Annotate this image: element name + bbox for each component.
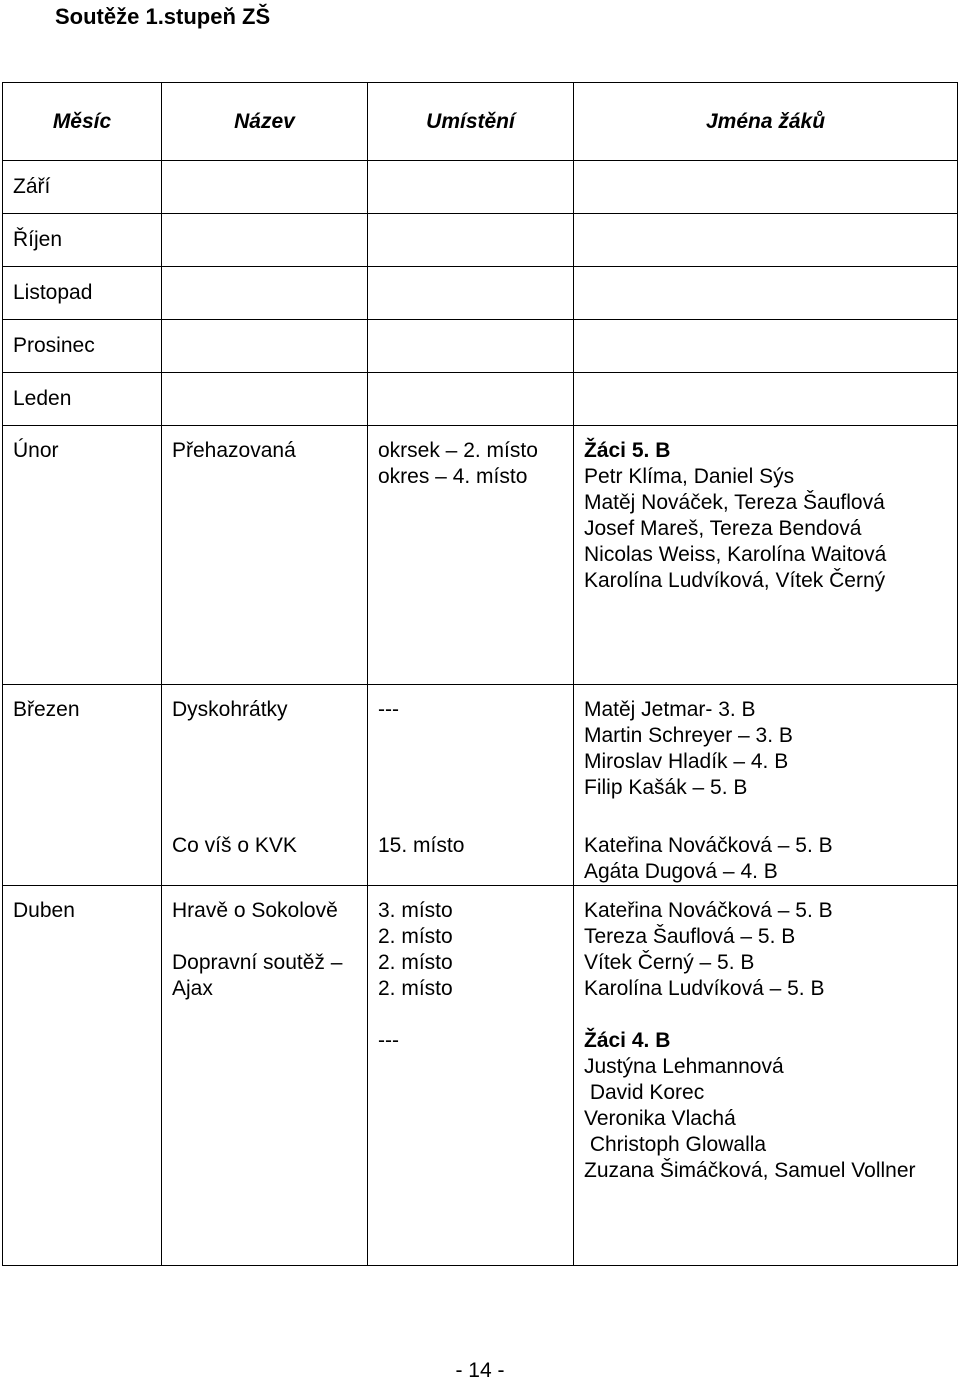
table-row [3, 320, 958, 373]
student-line: Vítek Černý – 5. B [584, 951, 755, 974]
student-line: Josef Mareš, Tereza Bendová [584, 517, 862, 540]
students-cell [574, 685, 958, 834]
students-cell [574, 426, 958, 685]
month-cell: Duben [3, 886, 162, 1266]
student-line: Matěj Jetmar- 3. B [584, 698, 756, 721]
table-row [3, 161, 958, 214]
placement-cell [368, 426, 574, 685]
month-cell: Únor [3, 426, 162, 685]
students-cell [574, 886, 958, 1266]
month-cell: Září [3, 161, 162, 214]
month-cell: Leden [3, 373, 162, 426]
month-cell: Prosinec [3, 320, 162, 373]
header-name: Název [162, 83, 368, 161]
student-line: Agáta Dugová – 4. B [584, 860, 778, 883]
student-line: Tereza Šauflová – 5. B [584, 925, 796, 948]
header-month: Měsíc [3, 83, 162, 161]
month-cell: Listopad [3, 267, 162, 320]
student-line: Karolína Ludvíková – 5. B [584, 977, 825, 1000]
student-line: Martin Schreyer – 3. B [584, 724, 793, 747]
table-row [3, 267, 958, 320]
table-row [3, 886, 958, 1266]
table-row [3, 685, 958, 834]
student-line: David Korec [584, 1081, 705, 1104]
competition-name: Co víš o KVK [162, 833, 368, 886]
student-line: Karolína Ludvíková, Vítek Černý [584, 569, 886, 592]
competition-name: Přehazovaná [162, 426, 368, 685]
student-line: Zuzana Šimáčková, Samuel Vollner [584, 1159, 916, 1182]
student-line: Filip Kašák – 5. B [584, 776, 748, 799]
competition-name: Ajax [172, 977, 213, 1000]
students-cell [574, 833, 958, 886]
student-line: Christoph Glowalla [584, 1133, 767, 1156]
table-row [3, 214, 958, 267]
student-line: Kateřina Nováčková – 5. B [584, 834, 833, 857]
placement-line: --- [378, 1029, 399, 1052]
page-number: - 14 - [455, 1359, 505, 1382]
placement-line: 2. místo [378, 951, 453, 974]
student-line: Miroslav Hladík – 4. B [584, 750, 789, 773]
student-line: Justýna Lehmannová [584, 1055, 784, 1078]
competition-name: Dyskohrátky [162, 685, 368, 834]
table-row [3, 426, 958, 685]
competition-name: Hravě o Sokolově [172, 899, 338, 922]
competitions-table [2, 82, 958, 1266]
competition-name: Dopravní soutěž – [172, 951, 343, 974]
competition-name-cell [162, 886, 368, 1266]
student-line: Nicolas Weiss, Karolína Waitová [584, 543, 887, 566]
month-cell: Březen [3, 685, 162, 834]
placement-line: okres – 4. místo [378, 465, 528, 488]
student-line: Petr Klíma, Daniel Sýs [584, 465, 795, 488]
student-group: Žáci 5. B [584, 439, 671, 462]
placement-line: 2. místo [378, 977, 453, 1000]
student-line: Veronika Vlachá [584, 1107, 736, 1130]
student-line: Kateřina Nováčková – 5. B [584, 899, 833, 922]
student-group: Žáci 4. B [584, 1029, 671, 1052]
table-row [3, 373, 958, 426]
placement-line: 2. místo [378, 925, 453, 948]
placement-cell: --- [368, 685, 574, 834]
month-cell: Říjen [3, 214, 162, 267]
placement-line: okrsek – 2. místo [378, 439, 538, 462]
page-title: Soutěže 1.stupeň ZŠ [55, 4, 271, 29]
header-students: Jména žáků [574, 83, 958, 161]
student-line: Matěj Nováček, Tereza Šauflová [584, 491, 885, 514]
header-placement: Umístění [368, 83, 574, 161]
table-header-row [3, 83, 958, 161]
placement-cell [368, 886, 574, 1266]
placement-line: 3. místo [378, 899, 453, 922]
table-row [3, 833, 958, 886]
placement-cell: 15. místo [368, 833, 574, 886]
